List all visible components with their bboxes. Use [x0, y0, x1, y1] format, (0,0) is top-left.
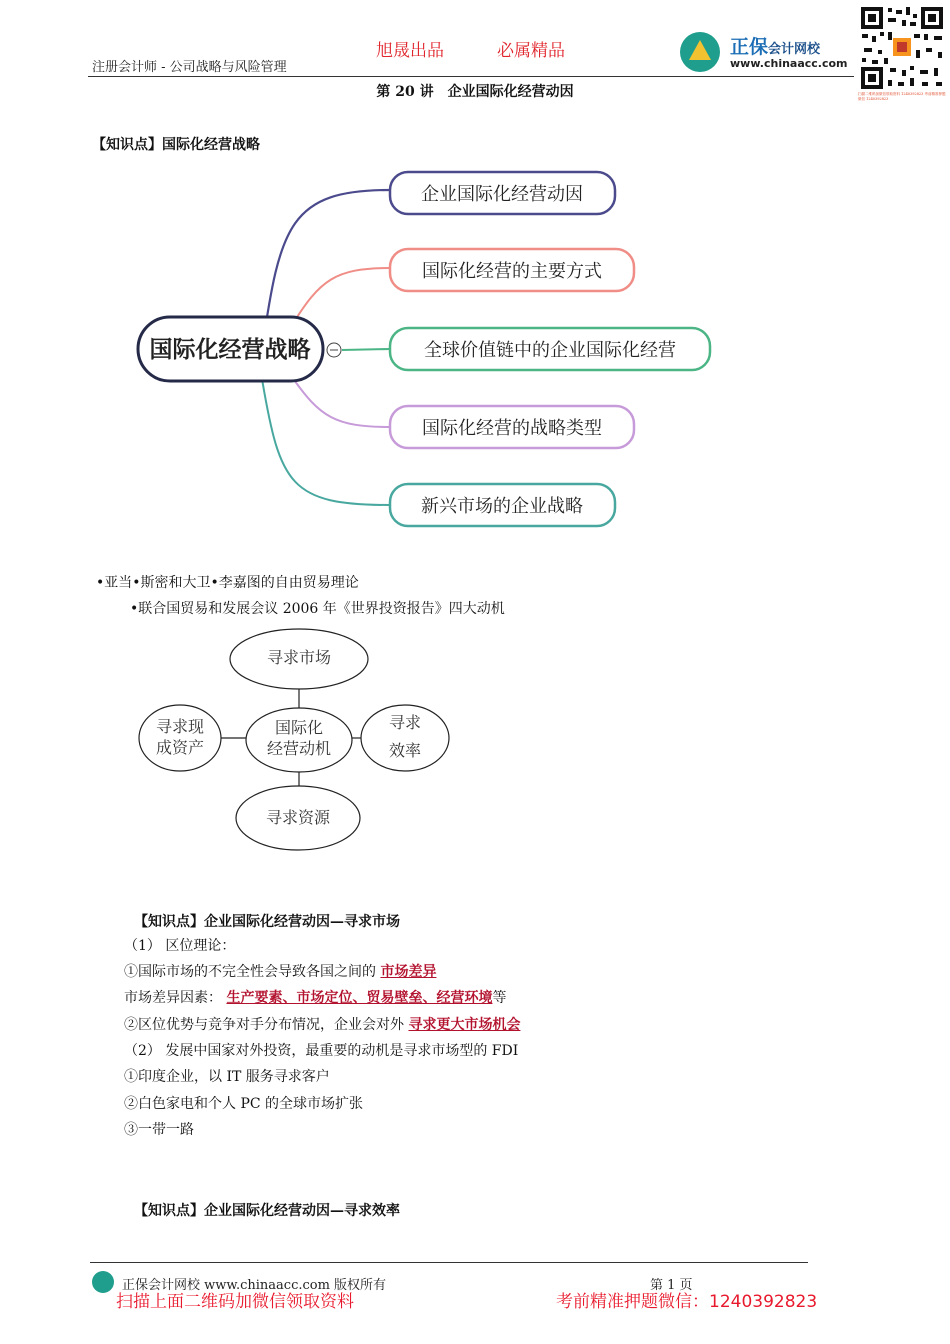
- mindmap-connector-3: [342, 349, 390, 350]
- text-p3: 市场差异因素： 生产要素、市场定位、贸易壁垒、经营环境等: [124, 990, 507, 1006]
- mindmap-connector-4: [292, 377, 390, 427]
- chinaacc-logo: [680, 30, 860, 76]
- mindmap-node-4-label: 国际化经营的战略类型: [422, 418, 602, 439]
- footer-logo-icon: [92, 1271, 114, 1293]
- section-title-market: 【知识点】企业国际化经营动因—寻求市场: [134, 914, 400, 930]
- slogan-left: 旭晟出品: [376, 41, 444, 61]
- footer-promo-left: 扫描上面二维码加微信领取资料: [116, 1292, 354, 1312]
- footer-promo-right: 考前精准押题微信：1240392823: [556, 1292, 818, 1312]
- text-p1: （1） 区位理论：: [124, 938, 236, 954]
- motive-left-label-1: 寻求现: [155, 717, 205, 736]
- mindmap-node-1-label: 企业国际化经营动因: [421, 184, 583, 205]
- text-p7: ②白色家电和个人 PC 的全球市场扩张: [124, 1096, 364, 1112]
- mindmap: [120, 165, 740, 535]
- mindmap-node-2-label: 国际化经营的主要方式: [422, 261, 602, 282]
- bullet-2: •联合国贸易和发展会议 2006 年《世界投资报告》四大动机: [130, 601, 505, 617]
- text-p6: ①印度企业，以 IT 服务寻求客户: [124, 1069, 330, 1085]
- lecture-title: 第 20 讲 企业国际化经营动因: [376, 84, 574, 100]
- motive-left-label-2: 成资产: [155, 738, 205, 757]
- text-p8: ③一带一路: [124, 1122, 194, 1138]
- course-title: 注册会计师 - 公司战略与风险管理: [92, 60, 287, 75]
- footer-divider: [90, 1262, 808, 1263]
- motive-right-label-1: 寻求: [388, 713, 422, 732]
- highlight-market-opportunity: 寻求更大市场机会: [408, 1017, 521, 1033]
- text-p4: ②区位优势与竞争对手分布情况，企业会对外 寻求更大市场机会: [124, 1017, 521, 1033]
- section-title-strategy: 【知识点】国际化经营战略: [92, 137, 260, 153]
- mindmap-connector-5: [262, 379, 390, 505]
- section-title-efficiency: 【知识点】企业国际化经营动因—寻求效率: [134, 1203, 400, 1219]
- qr-code-icon: [858, 4, 946, 92]
- motive-bottom-label: 寻求资源: [265, 808, 331, 827]
- motive-right-label-2: 效率: [388, 741, 422, 760]
- qr-note: 扫描二维码加微信领取资料 1240392823 考前精准押题微信 1240392823: [858, 92, 946, 101]
- logo-brand: 正保会计网校: [730, 36, 821, 58]
- motive-center-label-1: 国际化: [274, 718, 324, 737]
- highlight-factors: 生产要素、市场定位、贸易壁垒、经营环境: [226, 990, 493, 1006]
- highlight-market-difference: 市场差异: [380, 964, 437, 980]
- text-p2: ①国际市场的不完全性会导致各国之间的 市场差异: [124, 964, 437, 980]
- footer-copyright: 正保会计网校 www.chinaacc.com 版权所有: [122, 1278, 387, 1293]
- motive-diagram: [130, 628, 460, 858]
- logo-url: www.chinaacc.com: [730, 57, 848, 70]
- slogan-right: 必属精品: [497, 41, 565, 61]
- motive-top-label: 寻求市场: [266, 648, 332, 667]
- page-number: 第 1 页: [650, 1278, 693, 1293]
- mindmap-center-label: 国际化经营战略: [149, 337, 311, 363]
- text-p5: （2） 发展中国家对外投资，最重要的动机是寻求市场型的 FDI: [124, 1043, 519, 1059]
- mindmap-node-3-label: 全球价值链中的企业国际化经营: [424, 340, 676, 361]
- motive-center-label-2: 经营动机: [266, 739, 332, 758]
- header-divider: [88, 76, 854, 77]
- mindmap-node-5-label: 新兴市场的企业战略: [421, 496, 583, 517]
- logo-emblem-icon: [680, 32, 720, 72]
- bullet-1: •亚当•斯密和大卫•李嘉图的自由贸易理论: [96, 575, 359, 591]
- mindmap-connector-2: [292, 268, 390, 325]
